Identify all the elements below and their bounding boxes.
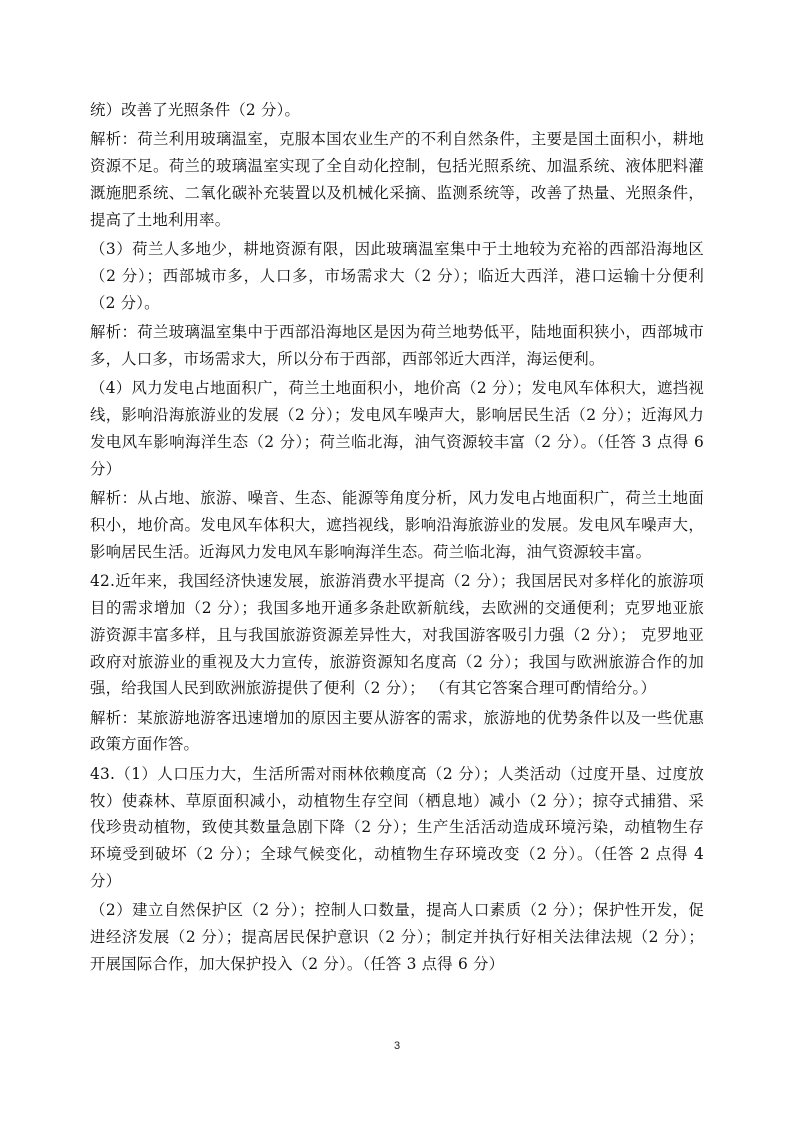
answer-paragraph-43-1: 43.（1）人口压力大，生活所需对雨林依赖度高（2 分）；人类活动（过度开垦、过度放牧）使森林、草原面积减小，动植物生存空间（栖息地）减小（2 分）；掠夺式捕猎、采伐珍贵动植物，致使其数量急剧下降（2 分）；生产生活活动造成环境污染，动植物生存环境受到破坏（2 分）；全球气候变化，动植物生存环境改变（2 分）。（任答 2 点得 4 分） <box>90 764 704 891</box>
answer-paragraph-1: 统）改善了光照条件（2 分）。 <box>90 101 301 119</box>
answer-paragraph-3: （3）荷兰人多地少，耕地资源有限，因此玻璃温室集中于土地较为充裕的西部沿海地区（2 分）；西部城市多，人口多，市场需求大（2 分）；临近大西洋，港口运输十分便利（2 分）。 <box>90 240 704 312</box>
page-number: 3 <box>393 1040 401 1052</box>
analysis-paragraph-42: 解析：某旅游地游客迅速增加的原因主要从游客的需求，旅游地的优势条件以及一些优惠政策方面作答。 <box>90 708 704 754</box>
analysis-paragraph-1: 解析：荷兰利用玻璃温室，克服本国农业生产的不利自然条件，主要是国土面积小，耕地资源不足。荷兰的玻璃温室实现了全自动化控制，包括光照系统、加温系统、液体肥料灌溉施肥系统、二氧化碳补充装置以及机械化采摘、监测系统等，改善了热量、光照条件，提高了土地利用率。 <box>90 130 704 229</box>
document-body <box>90 97 704 980</box>
analysis-paragraph-4: 解析：从占地、旅游、噪音、生态、能源等角度分析，风力发电占地面积广，荷兰土地面积小，地价高。发电风车体积大，遮挡视线，影响沿海旅游业的发展。发电风车噪声大，影响居民生活。近海风力发电风车影响海洋生态。荷兰临北海，油气资源较丰富。 <box>90 489 704 561</box>
answer-paragraph-43-2: （2）建立自然保护区（2 分）；控制人口数量，提高人口素质（2 分）；保护性开发，促进经济发展（2 分）；提高居民保护意识（2 分）；制定并执行好相关法律法规（2 分）；开展国际合作，加大保护投入（2 分）。（任答 3 点得 6 分） <box>90 901 704 974</box>
answer-paragraph-4: （4）风力发电占地面积广，荷兰土地面积小，地价高（2 分）；发电风车体积大，遮挡视线，影响沿海旅游业的发展（2 分）；发电风车噪声大，影响居民生活（2 分）；近海风力发电风车影响海洋生态（2 分）；荷兰临北海，油气资源较丰富（2 分）。（任答 3 点得 6 分） <box>90 379 704 478</box>
answer-paragraph-42: 42.近年来，我国经济快速发展，旅游消费水平提高（2 分）；我国居民对多样化的旅游项目的需求增加（2 分）；我国多地开通多条赴欧新航线，去欧洲的交通便利；克罗地亚旅游资源丰富多样，且与我国旅游资源差异性大，对我国游客吸引力强（2 分）； 克罗地亚政府对旅游业的重视及大力宣传，旅游资源知名度高（2 分）；我国与欧洲旅游合作的加强，给我国人民到欧洲旅游提供了便利（2 分）； （有其它答案合理可酌情给分。） <box>90 572 704 698</box>
analysis-paragraph-3: 解析：荷兰玻璃温室集中于西部沿海地区是因为荷兰地势低平，陆地面积狭小，西部城市多，人口多，市场需求大，所以分布于西部，西部邻近大西洋，海运便利。 <box>90 323 704 368</box>
